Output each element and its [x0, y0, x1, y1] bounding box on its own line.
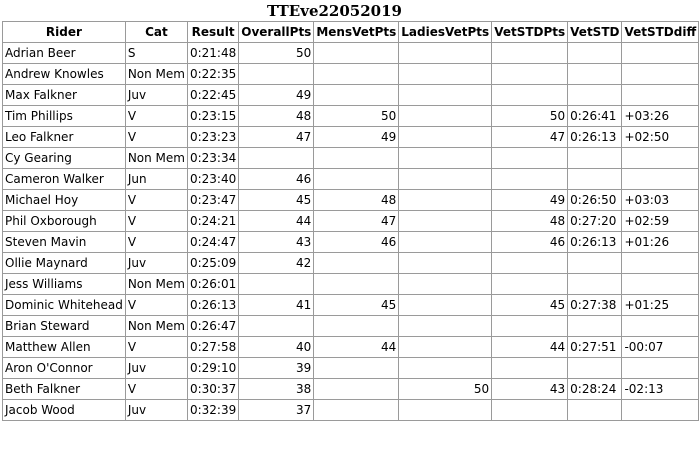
cell-vet-std: 0:27:38 [568, 295, 622, 316]
cell-vet-std-pts: 50 [492, 106, 568, 127]
cell-mens-vet-pts [314, 274, 399, 295]
cell-overall-pts: 47 [239, 127, 314, 148]
column-header-vet-std-pts: VetSTDPts [492, 22, 568, 43]
cell-mens-vet-pts: 45 [314, 295, 399, 316]
cell-cat: S [125, 43, 187, 64]
cell-vet-std: 0:27:51 [568, 337, 622, 358]
table-row [3, 295, 699, 316]
cell-result: 0:24:47 [187, 232, 238, 253]
table-row [3, 400, 699, 421]
cell-rider: Brian Steward [3, 316, 126, 337]
cell-cat: Juv [125, 400, 187, 421]
cell-ladies-vet-pts [399, 43, 492, 64]
cell-rider: Cy Gearing [3, 148, 126, 169]
cell-vet-std: 0:26:50 [568, 190, 622, 211]
cell-result: 0:24:21 [187, 211, 238, 232]
cell-vet-std-diff [622, 169, 699, 190]
column-header-vet-std-diff: VetSTDdiff [622, 22, 699, 43]
cell-ladies-vet-pts [399, 211, 492, 232]
cell-vet-std [568, 358, 622, 379]
table-row [3, 43, 699, 64]
cell-vet-std [568, 64, 622, 85]
cell-vet-std [568, 169, 622, 190]
table-body [3, 43, 699, 421]
cell-mens-vet-pts: 49 [314, 127, 399, 148]
cell-vet-std-pts [492, 43, 568, 64]
page-title: TTEve22052019 [267, 2, 402, 20]
cell-result: 0:30:37 [187, 379, 238, 400]
cell-mens-vet-pts [314, 64, 399, 85]
table-row [3, 379, 699, 400]
cell-result: 0:22:45 [187, 85, 238, 106]
cell-vet-std-diff: +02:59 [622, 211, 699, 232]
cell-vet-std-pts: 48 [492, 211, 568, 232]
cell-result: 0:23:47 [187, 190, 238, 211]
cell-overall-pts [239, 316, 314, 337]
cell-rider: Andrew Knowles [3, 64, 126, 85]
cell-ladies-vet-pts [399, 190, 492, 211]
cell-mens-vet-pts: 44 [314, 337, 399, 358]
cell-cat: V [125, 379, 187, 400]
cell-vet-std-pts [492, 358, 568, 379]
cell-mens-vet-pts: 47 [314, 211, 399, 232]
table-row [3, 253, 699, 274]
cell-rider: Ollie Maynard [3, 253, 126, 274]
cell-rider: Matthew Allen [3, 337, 126, 358]
column-header-overall-pts: OverallPts [239, 22, 314, 43]
cell-mens-vet-pts: 48 [314, 190, 399, 211]
cell-vet-std-diff [622, 85, 699, 106]
cell-ladies-vet-pts [399, 169, 492, 190]
cell-overall-pts: 48 [239, 106, 314, 127]
column-header-result: Result [187, 22, 238, 43]
cell-result: 0:25:09 [187, 253, 238, 274]
cell-vet-std-diff [622, 358, 699, 379]
cell-result: 0:26:13 [187, 295, 238, 316]
cell-rider: Beth Falkner [3, 379, 126, 400]
cell-rider: Leo Falkner [3, 127, 126, 148]
cell-cat: Non Mem [125, 64, 187, 85]
table-row [3, 232, 699, 253]
table-row [3, 211, 699, 232]
table-row [3, 274, 699, 295]
cell-overall-pts: 45 [239, 190, 314, 211]
cell-overall-pts: 43 [239, 232, 314, 253]
cell-ladies-vet-pts [399, 85, 492, 106]
cell-overall-pts: 37 [239, 400, 314, 421]
cell-vet-std: 0:26:13 [568, 127, 622, 148]
cell-cat: V [125, 232, 187, 253]
cell-cat: V [125, 190, 187, 211]
cell-vet-std-pts [492, 274, 568, 295]
header-row [3, 22, 699, 43]
table-row [3, 148, 699, 169]
cell-vet-std [568, 85, 622, 106]
cell-vet-std-diff [622, 43, 699, 64]
cell-vet-std-pts: 46 [492, 232, 568, 253]
cell-result: 0:23:34 [187, 148, 238, 169]
cell-ladies-vet-pts [399, 400, 492, 421]
cell-rider: Cameron Walker [3, 169, 126, 190]
cell-vet-std [568, 400, 622, 421]
cell-cat: V [125, 106, 187, 127]
cell-rider: Jacob Wood [3, 400, 126, 421]
cell-ladies-vet-pts [399, 316, 492, 337]
cell-vet-std: 0:26:41 [568, 106, 622, 127]
cell-ladies-vet-pts [399, 274, 492, 295]
cell-ladies-vet-pts [399, 64, 492, 85]
cell-mens-vet-pts [314, 400, 399, 421]
cell-overall-pts [239, 148, 314, 169]
table-row [3, 358, 699, 379]
cell-vet-std-pts [492, 64, 568, 85]
cell-vet-std: 0:26:13 [568, 232, 622, 253]
cell-vet-std-pts [492, 316, 568, 337]
cell-vet-std-diff [622, 253, 699, 274]
cell-rider: Steven Mavin [3, 232, 126, 253]
column-header-ladies-vet-pts: LadiesVetPts [399, 22, 492, 43]
table-row [3, 106, 699, 127]
cell-overall-pts: 49 [239, 85, 314, 106]
cell-vet-std-diff [622, 316, 699, 337]
cell-cat: Juv [125, 358, 187, 379]
cell-ladies-vet-pts [399, 106, 492, 127]
cell-mens-vet-pts [314, 316, 399, 337]
table-row [3, 85, 699, 106]
cell-mens-vet-pts [314, 85, 399, 106]
cell-mens-vet-pts [314, 169, 399, 190]
cell-vet-std-diff: +03:26 [622, 106, 699, 127]
cell-result: 0:22:35 [187, 64, 238, 85]
cell-overall-pts: 44 [239, 211, 314, 232]
cell-result: 0:26:47 [187, 316, 238, 337]
cell-cat: V [125, 127, 187, 148]
cell-mens-vet-pts [314, 358, 399, 379]
cell-rider: Adrian Beer [3, 43, 126, 64]
cell-cat: Juv [125, 85, 187, 106]
cell-overall-pts: 40 [239, 337, 314, 358]
cell-vet-std [568, 274, 622, 295]
cell-result: 0:21:48 [187, 43, 238, 64]
cell-overall-pts: 41 [239, 295, 314, 316]
cell-overall-pts: 38 [239, 379, 314, 400]
table-row [3, 316, 699, 337]
cell-vet-std-pts [492, 85, 568, 106]
table-row [3, 64, 699, 85]
cell-vet-std-pts: 44 [492, 337, 568, 358]
cell-cat: V [125, 211, 187, 232]
cell-result: 0:27:58 [187, 337, 238, 358]
cell-vet-std [568, 148, 622, 169]
table-row [3, 127, 699, 148]
cell-ladies-vet-pts [399, 295, 492, 316]
cell-ladies-vet-pts [399, 127, 492, 148]
cell-vet-std: 0:27:20 [568, 211, 622, 232]
cell-cat: Non Mem [125, 316, 187, 337]
cell-vet-std-pts: 47 [492, 127, 568, 148]
cell-overall-pts: 39 [239, 358, 314, 379]
cell-ladies-vet-pts [399, 232, 492, 253]
table-row [3, 169, 699, 190]
cell-cat: Juv [125, 253, 187, 274]
cell-overall-pts [239, 64, 314, 85]
cell-rider: Max Falkner [3, 85, 126, 106]
cell-vet-std [568, 253, 622, 274]
cell-vet-std [568, 43, 622, 64]
cell-overall-pts: 42 [239, 253, 314, 274]
cell-vet-std-diff: -00:07 [622, 337, 699, 358]
cell-result: 0:23:23 [187, 127, 238, 148]
cell-overall-pts: 50 [239, 43, 314, 64]
cell-cat: V [125, 295, 187, 316]
table-row [3, 190, 699, 211]
cell-overall-pts: 46 [239, 169, 314, 190]
cell-rider: Michael Hoy [3, 190, 126, 211]
cell-vet-std-diff: +01:26 [622, 232, 699, 253]
cell-vet-std-diff [622, 400, 699, 421]
cell-rider: Aron O'Connor [3, 358, 126, 379]
cell-rider: Dominic Whitehead [3, 295, 126, 316]
cell-vet-std-diff: +03:03 [622, 190, 699, 211]
cell-vet-std-pts [492, 253, 568, 274]
cell-vet-std [568, 316, 622, 337]
cell-mens-vet-pts [314, 379, 399, 400]
cell-ladies-vet-pts [399, 253, 492, 274]
column-header-cat: Cat [125, 22, 187, 43]
cell-overall-pts [239, 274, 314, 295]
cell-vet-std-pts [492, 400, 568, 421]
cell-rider: Tim Phillips [3, 106, 126, 127]
cell-ladies-vet-pts [399, 358, 492, 379]
cell-rider: Jess Williams [3, 274, 126, 295]
cell-result: 0:23:40 [187, 169, 238, 190]
cell-vet-std-diff [622, 64, 699, 85]
cell-mens-vet-pts [314, 148, 399, 169]
cell-ladies-vet-pts [399, 337, 492, 358]
cell-vet-std-diff: -02:13 [622, 379, 699, 400]
cell-cat: Jun [125, 169, 187, 190]
results-table [2, 21, 699, 421]
cell-cat: V [125, 337, 187, 358]
cell-vet-std-pts [492, 169, 568, 190]
cell-vet-std-pts: 43 [492, 379, 568, 400]
column-header-rider: Rider [3, 22, 126, 43]
column-header-mens-vet-pts: MensVetPts [314, 22, 399, 43]
cell-mens-vet-pts: 46 [314, 232, 399, 253]
cell-vet-std-diff: +01:25 [622, 295, 699, 316]
cell-cat: Non Mem [125, 274, 187, 295]
cell-mens-vet-pts [314, 43, 399, 64]
cell-ladies-vet-pts: 50 [399, 379, 492, 400]
cell-mens-vet-pts: 50 [314, 106, 399, 127]
cell-vet-std-diff [622, 274, 699, 295]
cell-result: 0:26:01 [187, 274, 238, 295]
cell-cat: Non Mem [125, 148, 187, 169]
cell-mens-vet-pts [314, 253, 399, 274]
cell-vet-std-diff: +02:50 [622, 127, 699, 148]
cell-vet-std-pts: 49 [492, 190, 568, 211]
cell-vet-std-diff [622, 148, 699, 169]
cell-result: 0:32:39 [187, 400, 238, 421]
column-header-vet-std: VetSTD [568, 22, 622, 43]
cell-result: 0:23:15 [187, 106, 238, 127]
table-row [3, 337, 699, 358]
cell-vet-std-pts: 45 [492, 295, 568, 316]
cell-vet-std: 0:28:24 [568, 379, 622, 400]
cell-vet-std-pts [492, 148, 568, 169]
cell-result: 0:29:10 [187, 358, 238, 379]
cell-rider: Phil Oxborough [3, 211, 126, 232]
cell-ladies-vet-pts [399, 148, 492, 169]
